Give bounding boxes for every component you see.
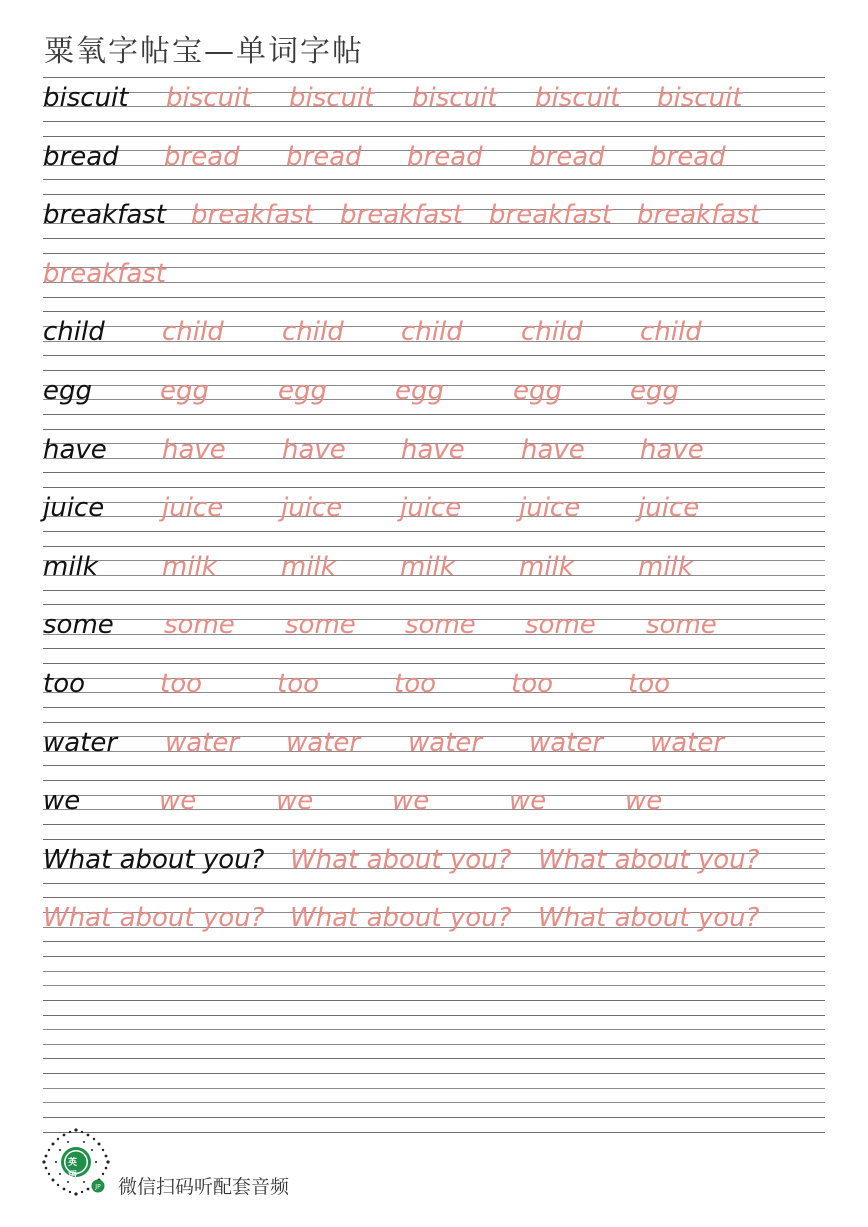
trace-word: water xyxy=(165,727,240,758)
guide-line xyxy=(43,472,825,473)
trace-word: breakfast xyxy=(43,258,167,289)
trace-word: What about you? xyxy=(43,903,265,934)
guide-line xyxy=(43,1117,825,1118)
trace-word: juice xyxy=(162,493,224,524)
guide-line xyxy=(43,663,825,664)
writing-row xyxy=(43,722,825,781)
trace-word: biscuit xyxy=(289,83,375,113)
guide-line xyxy=(43,136,825,137)
trace-word: biscuit xyxy=(657,83,743,113)
trace-word: bread xyxy=(286,141,362,172)
guide-line xyxy=(43,546,825,547)
guide-line xyxy=(43,956,825,957)
trace-word: milk xyxy=(519,551,574,582)
trace-word: milk xyxy=(400,551,455,582)
writing-row xyxy=(43,136,825,195)
trace-word: juice xyxy=(519,493,581,524)
trace-word: child xyxy=(521,317,583,348)
trace-word: child xyxy=(640,317,702,348)
trace-word: too xyxy=(394,668,437,699)
guide-line xyxy=(43,1015,825,1016)
trace-word: biscuit xyxy=(535,83,621,113)
guide-line xyxy=(43,604,825,605)
writing-row xyxy=(43,370,825,429)
trace-word: milk xyxy=(281,551,336,582)
model-word: egg xyxy=(43,375,93,406)
trace-word: milk xyxy=(638,551,693,582)
trace-word: water xyxy=(286,727,361,758)
trace-word: breakfast xyxy=(191,200,315,231)
writing-row xyxy=(43,604,825,663)
trace-word: breakfast xyxy=(340,200,464,231)
guide-line xyxy=(43,839,825,840)
trace-word: breakfast xyxy=(637,200,761,231)
trace-word: have xyxy=(521,434,585,465)
trace-word: egg xyxy=(630,375,680,406)
trace-word: What about you? xyxy=(538,903,760,934)
model-word: we xyxy=(43,786,81,817)
guide-line xyxy=(43,883,825,884)
trace-word: some xyxy=(405,610,476,641)
model-word: bread xyxy=(43,141,119,172)
model-word: What about you? xyxy=(43,844,265,875)
guide-line xyxy=(43,648,825,649)
writing-row xyxy=(43,77,825,136)
model-word: have xyxy=(43,434,107,465)
writing-row xyxy=(43,311,825,370)
guide-line xyxy=(43,590,825,591)
guide-line xyxy=(43,707,825,708)
guide-line xyxy=(43,297,825,298)
trace-word: biscuit xyxy=(166,83,252,113)
qr-badge-label: 英语 xyxy=(68,1158,78,1181)
writing-row xyxy=(43,1073,825,1132)
trace-word: child xyxy=(282,317,344,348)
trace-word: have xyxy=(162,434,226,465)
writing-row xyxy=(43,194,825,253)
writing-row xyxy=(43,487,825,546)
trace-word: some xyxy=(646,610,717,641)
writing-row xyxy=(43,1015,825,1074)
trace-word: water xyxy=(529,727,604,758)
guide-line xyxy=(43,487,825,488)
trace-word: too xyxy=(160,668,203,699)
guide-line xyxy=(43,77,825,78)
trace-word: juice xyxy=(281,493,343,524)
guide-line xyxy=(43,1058,825,1059)
trace-word: bread xyxy=(407,141,483,172)
guide-line xyxy=(43,253,825,254)
guide-line xyxy=(43,370,825,371)
guide-line xyxy=(43,824,825,825)
trace-word: egg xyxy=(395,375,445,406)
writing-row xyxy=(43,780,825,839)
guide-line xyxy=(43,121,825,122)
writing-row xyxy=(43,429,825,488)
guide-line xyxy=(43,414,825,415)
guide-line xyxy=(43,897,825,898)
guide-line xyxy=(43,1073,825,1074)
page-title: 粟氧字帖宝—单词字帖 xyxy=(44,34,364,69)
writing-row xyxy=(43,253,825,312)
guide-line xyxy=(43,311,825,312)
trace-word: water xyxy=(408,727,483,758)
trace-word: too xyxy=(511,668,554,699)
trace-word: we xyxy=(625,786,663,817)
model-word: child xyxy=(43,317,105,348)
trace-word: egg xyxy=(513,375,563,406)
guide-line xyxy=(43,194,825,195)
guide-line xyxy=(43,722,825,723)
model-word: some xyxy=(43,610,114,641)
guide-line xyxy=(43,355,825,356)
guide-line xyxy=(43,765,825,766)
guide-line xyxy=(43,1000,825,1001)
model-word: too xyxy=(43,668,86,699)
trace-word: milk xyxy=(162,551,217,582)
trace-word: bread xyxy=(529,141,605,172)
writing-row xyxy=(43,956,825,1015)
guide-line xyxy=(43,1102,825,1103)
trace-word: What about you? xyxy=(538,844,760,875)
guide-line xyxy=(43,1132,825,1133)
guide-line xyxy=(43,429,825,430)
trace-word: breakfast xyxy=(489,200,613,231)
guide-line xyxy=(43,780,825,781)
trace-word: some xyxy=(164,610,235,641)
guide-line xyxy=(43,1044,825,1045)
trace-word: child xyxy=(401,317,463,348)
model-word: juice xyxy=(43,493,105,524)
trace-word: What about you? xyxy=(290,844,512,875)
guide-line xyxy=(43,179,825,180)
trace-word: too xyxy=(277,668,320,699)
writing-row xyxy=(43,663,825,722)
trace-word: we xyxy=(276,786,314,817)
footer-caption: 微信扫码听配套音频 xyxy=(118,1176,290,1198)
trace-word: some xyxy=(525,610,596,641)
trace-word: juice xyxy=(400,493,462,524)
trace-word: What about you? xyxy=(290,903,512,934)
trace-word: some xyxy=(285,610,356,641)
trace-word: biscuit xyxy=(412,83,498,113)
guide-line xyxy=(43,985,825,986)
guide-line xyxy=(43,971,825,972)
model-word: water xyxy=(43,727,118,758)
model-word: breakfast xyxy=(43,200,167,231)
guide-line xyxy=(43,531,825,532)
trace-word: bread xyxy=(650,141,726,172)
model-word: milk xyxy=(43,551,98,582)
guide-line xyxy=(43,1029,825,1030)
guide-line xyxy=(43,941,825,942)
trace-word: we xyxy=(159,786,197,817)
trace-word: have xyxy=(282,434,346,465)
trace-word: bread xyxy=(164,141,240,172)
trace-word: we xyxy=(509,786,547,817)
trace-word: too xyxy=(628,668,671,699)
trace-word: egg xyxy=(278,375,328,406)
trace-word: have xyxy=(401,434,465,465)
practice-sheet xyxy=(43,77,825,1133)
trace-word: egg xyxy=(160,375,210,406)
guide-line xyxy=(43,238,825,239)
writing-row xyxy=(43,839,825,898)
trace-word: juice xyxy=(638,493,700,524)
writing-row xyxy=(43,897,825,956)
guide-line xyxy=(43,1088,825,1089)
svg-text:JP: JP xyxy=(95,1183,101,1191)
model-word: biscuit xyxy=(43,83,129,113)
trace-word: water xyxy=(650,727,725,758)
trace-word: child xyxy=(162,317,224,348)
trace-word: we xyxy=(392,786,430,817)
writing-row xyxy=(43,546,825,605)
trace-word: have xyxy=(640,434,704,465)
